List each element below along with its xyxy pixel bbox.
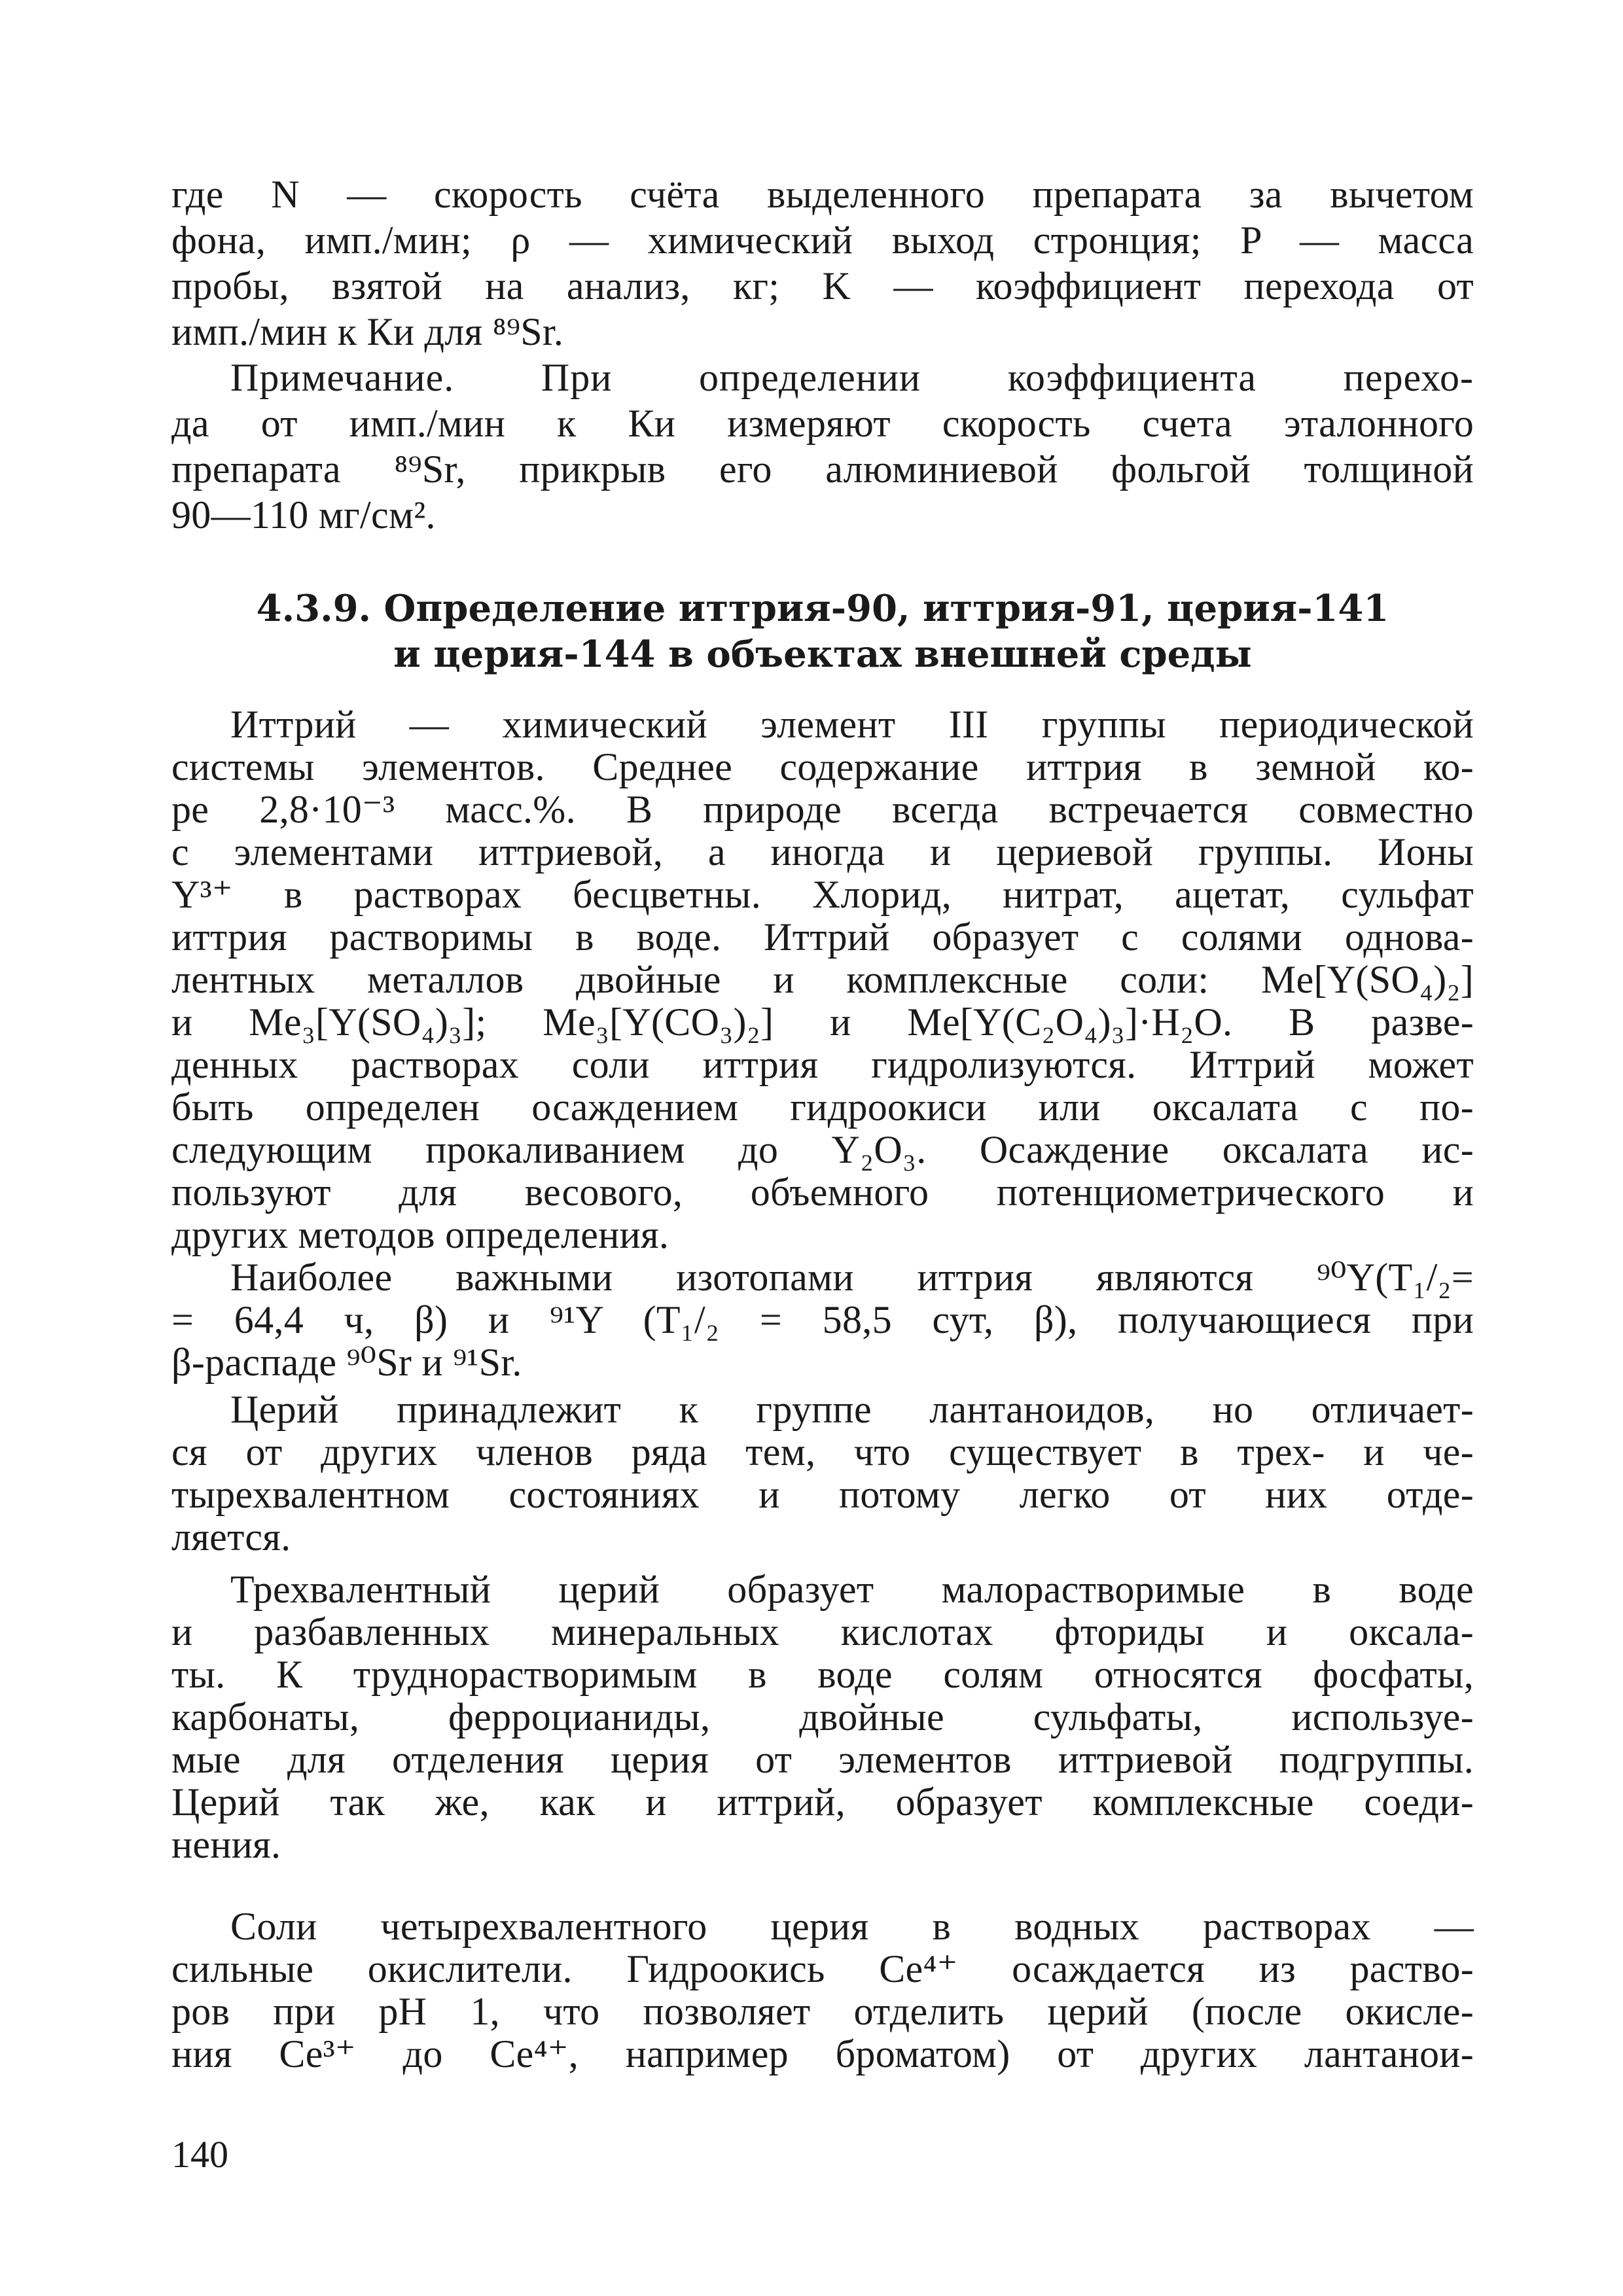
text-line: = 64,4 ч, β) и ⁹¹Y (T₁/₂ = 58,5 сут, β), получающиеся при xyxy=(171,1298,1474,1341)
text-line: тырехвалентном состояниях и потому легко от них отде- xyxy=(171,1473,1474,1516)
text-line: карбонаты, ферроцианиды, двойные сульфаты, используе- xyxy=(171,1695,1474,1739)
text-line: β-распаде ⁹⁰Sr и ⁹¹Sr. xyxy=(171,1341,522,1384)
text-line: ляется. xyxy=(171,1515,291,1559)
text-line: следующим прокаливанием до Y₂O₃. Осаждение оксалата ис- xyxy=(171,1128,1474,1171)
text-line: сильные окислители. Гидроокись Ce⁴⁺ осаждается из раство- xyxy=(171,1947,1474,1990)
text-line: пользуют для весового, объемного потенциометрического и xyxy=(171,1171,1474,1214)
text-line: ров при pH 1, что позволяет отделить церий (после окисле- xyxy=(171,1990,1474,2033)
text-line: нения. xyxy=(171,1823,281,1866)
text-line: пробы, взятой на анализ, кг; K — коэффициент перехода от xyxy=(171,264,1474,308)
text-line: Церий так же, как и иттрий, образует комплексные соеди- xyxy=(171,1780,1474,1824)
text-line: ся от других членов ряда тем, что существует в трех- и че- xyxy=(171,1430,1474,1474)
note-line: 90—110 мг/см². xyxy=(171,493,436,537)
section-heading-line-1: 4.3.9. Определение иттрия-90, иттрия-91, церия-141 xyxy=(256,587,1389,630)
text-line: денных растворах соли иттрия гидролизуются. Иттрий может xyxy=(171,1043,1474,1086)
text-line: Y³⁺ в растворах бесцветны. Хлорид, нитрат, ацетат, сульфат xyxy=(171,873,1474,916)
text-line: Трехвалентный церий образует малорастворимые в воде xyxy=(230,1568,1474,1611)
text-line: быть определен осаждением гидроокиси или оксалата с по- xyxy=(171,1086,1474,1129)
page-number: 140 xyxy=(171,2133,228,2176)
note-line: да от имп./мин к Ки измеряют скорость счета эталонного xyxy=(171,402,1474,445)
note-line: Примечание. При определении коэффициента перехо- xyxy=(230,356,1474,399)
text-line: и разбавленных минеральных кислотах фториды и оксала- xyxy=(171,1610,1474,1653)
text-line: Церий принадлежит к группе лантаноидов, но отличает- xyxy=(230,1388,1474,1431)
text-line: системы элементов. Среднее содержание иттрия в земной ко- xyxy=(171,745,1474,788)
text-line: Иттрий — химический элемент III группы периодической xyxy=(230,703,1474,746)
text-line: иттрия растворимы в воде. Иттрий образует с солями однова- xyxy=(171,915,1474,959)
section-heading-line-2: и церия-144 в объектах внешней среды xyxy=(393,633,1252,676)
text-line: ния Ce³⁺ до Ce⁴⁺, например броматом) от других лантанои- xyxy=(171,2032,1474,2075)
text-line: ре 2,8·10⁻³ масс.%. В природе всегда встречается совместно xyxy=(171,788,1474,831)
text-line: других методов определения. xyxy=(171,1213,669,1256)
text-line: где N — скорость счёта выделенного препарата за вычетом xyxy=(171,173,1474,216)
text-line: Соли четырехвалентного церия в водных растворах — xyxy=(230,1905,1474,1948)
text-line: фона, имп./мин; ρ — химический выход стронция; P — масса xyxy=(171,219,1474,262)
text-line: лентных металлов двойные и комплексные соли: Me[Y(SO₄)₂] xyxy=(171,958,1474,1001)
text-line: с элементами иттриевой, а иногда и цериевой группы. Ионы xyxy=(171,830,1474,874)
text-line: мые для отделения церия от элементов иттриевой подгруппы. xyxy=(171,1738,1474,1781)
note-line: препарата ⁸⁹Sr, прикрыв его алюминиевой фольгой толщиной xyxy=(171,448,1474,491)
text-line: и Me₃[Y(SO₄)₃]; Me₃[Y(CO₃)₂] и Me[Y(C₂O₄)₃]·H₂O. В разве- xyxy=(171,1000,1474,1044)
text-line: Наиболее важными изотопами иттрия являются ⁹⁰Y(T₁/₂= xyxy=(230,1256,1474,1299)
text-line: имп./мин к Ки для ⁸⁹Sr. xyxy=(171,310,564,353)
text-line: ты. К труднорастворимым в воде солям относятся фосфаты, xyxy=(171,1653,1474,1696)
